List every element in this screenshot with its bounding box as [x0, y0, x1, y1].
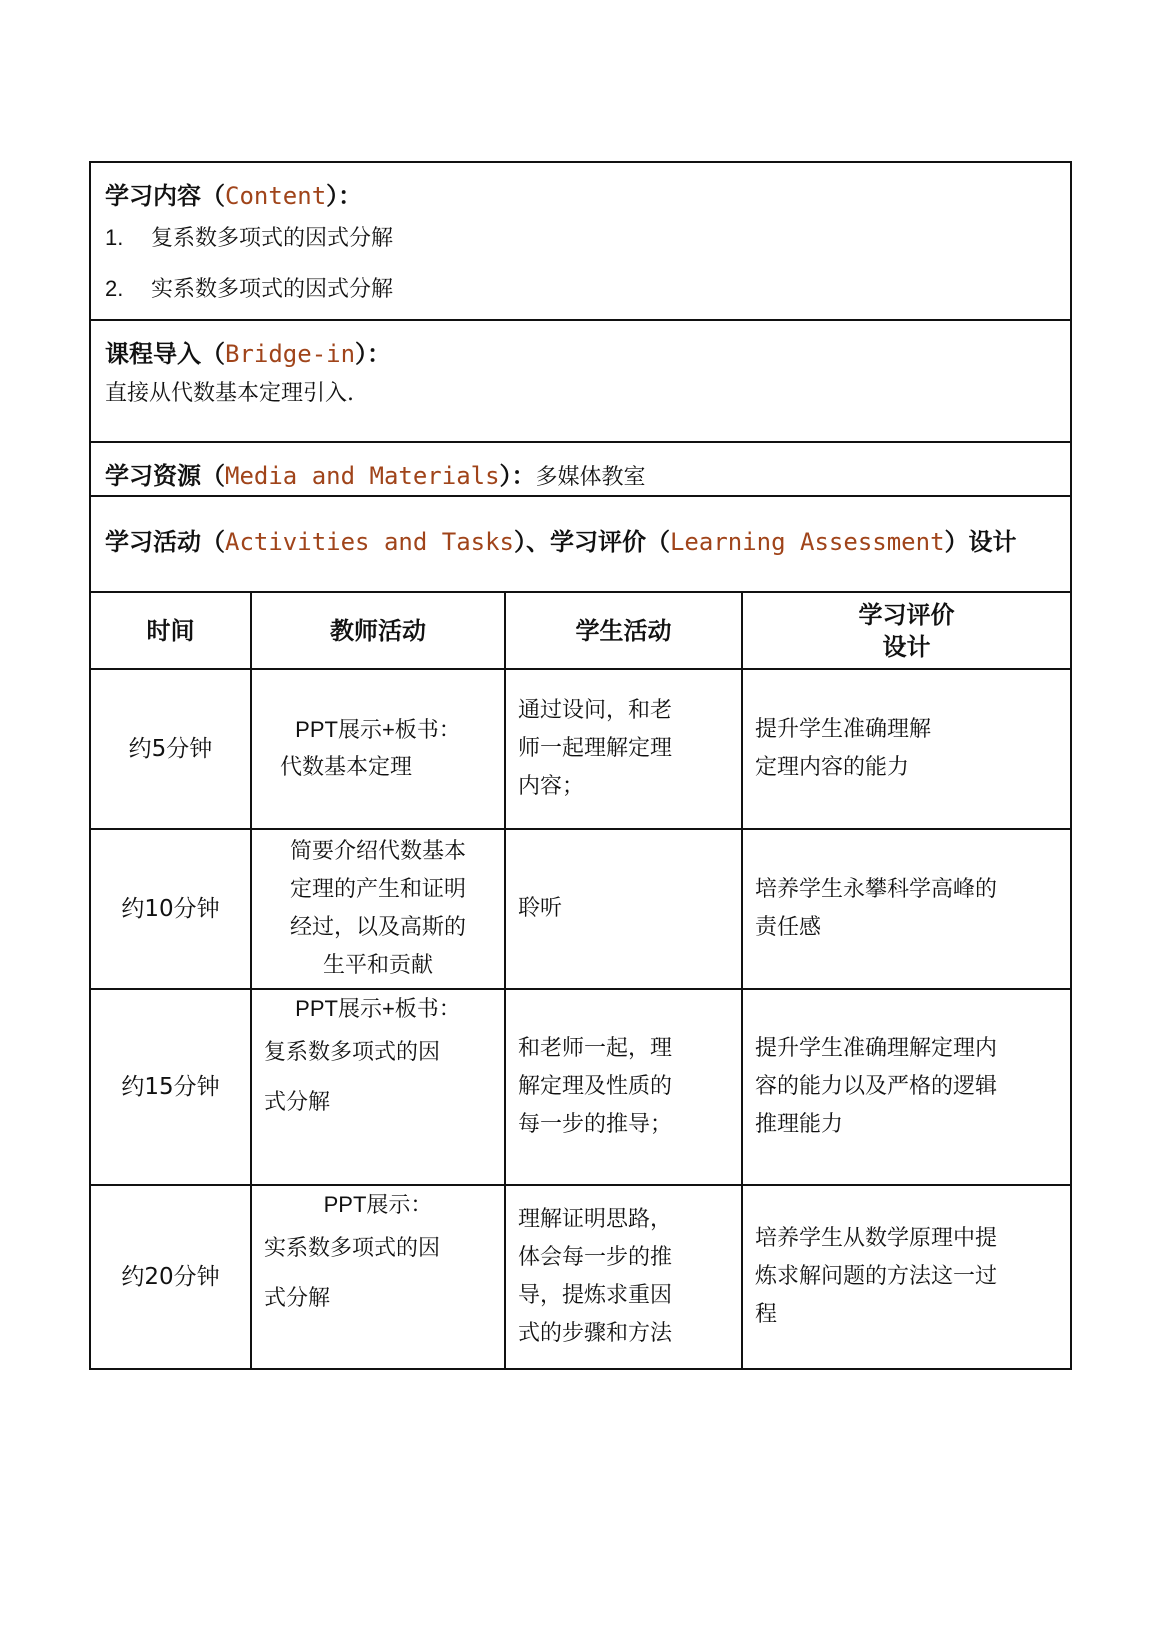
assessment-line: 定理内容的能力 — [755, 755, 910, 780]
table-row — [91, 989, 1070, 1185]
student-line: 通过设问，和老 — [518, 698, 673, 723]
content-heading-cn: 学习内容（ — [105, 182, 225, 210]
assessment-line: 提升学生准确理解 — [755, 717, 932, 742]
teacher-cell — [251, 829, 505, 989]
bridge-in-heading — [105, 339, 1056, 369]
student-cell — [505, 669, 742, 829]
teacher-line: 式分解 — [264, 1090, 331, 1115]
table-header-row — [91, 593, 1070, 669]
bridge-heading-end: ）： — [355, 340, 392, 368]
assessment-line: 提升学生准确理解定理内 — [755, 1036, 998, 1061]
activity-section — [91, 497, 1070, 593]
bridge-heading-en: Bridge-in — [225, 340, 356, 368]
assessment-line: 培养学生永攀科学高峰的 — [755, 877, 998, 902]
table-row — [91, 829, 1070, 989]
teacher-line: PPT展示+板书： — [295, 996, 461, 1021]
assessment-line: 容的能力以及严格的逻辑 — [755, 1074, 998, 1099]
lesson-plan-table — [89, 161, 1072, 1370]
media-value: 多媒体教室 — [535, 465, 646, 490]
table-row — [91, 669, 1070, 829]
media-heading-cn: 学习资源（ — [105, 462, 225, 490]
table-row — [91, 1185, 1070, 1368]
media-heading — [105, 461, 1056, 493]
teacher-line: PPT展示： — [323, 1192, 433, 1217]
media-heading-end: ）： — [499, 462, 536, 490]
content-heading-en: Content — [225, 182, 327, 210]
activity-heading — [105, 527, 1056, 557]
header-teacher: 教师活动 — [251, 593, 505, 669]
activity-heading-part: 学习活动（ — [105, 528, 225, 556]
student-line: 和老师一起，理 — [518, 1036, 673, 1061]
teacher-line: 式分解 — [264, 1286, 331, 1311]
assessment-line: 程 — [755, 1302, 778, 1327]
media-section — [91, 443, 1070, 497]
content-section — [91, 163, 1070, 321]
header-assessment — [742, 593, 1070, 669]
media-heading-en: Media and Materials — [225, 462, 500, 490]
content-item-number: 2. — [105, 276, 124, 301]
student-line: 每一步的推导； — [518, 1112, 673, 1137]
assessment-cell — [742, 989, 1070, 1185]
activity-heading-part: ）设计 — [944, 528, 1017, 556]
teacher-line: 生平和贡献 — [322, 953, 433, 978]
assessment-cell — [742, 669, 1070, 829]
assessment-line: 培养学生从数学原理中提 — [755, 1226, 998, 1251]
assessment-heading-en: Learning Assessment — [669, 528, 945, 556]
assessment-line: 责任感 — [755, 915, 822, 940]
student-line: 内容； — [518, 774, 585, 799]
content-heading-end: ）： — [326, 182, 363, 210]
activity-heading-part: ）、学习评价（ — [513, 528, 670, 556]
student-line: 理解证明思路， — [518, 1207, 673, 1232]
student-cell — [505, 1185, 742, 1368]
activity-heading-en: Activities and Tasks — [225, 528, 514, 556]
time-cell: 约10分钟 — [91, 829, 251, 989]
teacher-line: PPT展示+板书： — [295, 717, 461, 742]
student-line: 师一起理解定理 — [518, 736, 673, 761]
teacher-line: 简要介绍代数基本 — [289, 839, 466, 864]
header-assessment-line: 学习评价 — [858, 600, 955, 629]
teacher-line: 代数基本定理 — [280, 755, 413, 780]
content-item — [105, 225, 1056, 252]
student-line: 解定理及性质的 — [518, 1074, 673, 1099]
student-cell — [505, 989, 742, 1185]
student-line: 聆听 — [518, 896, 563, 921]
teacher-cell — [251, 669, 505, 829]
teacher-cell — [251, 1185, 505, 1368]
student-line: 式的步骤和方法 — [518, 1321, 673, 1346]
content-item — [105, 276, 1056, 303]
content-item-text: 实系数多项式的因式分解 — [151, 277, 394, 302]
header-assessment-line: 设计 — [882, 632, 931, 661]
bridge-heading-cn: 课程导入（ — [105, 340, 225, 368]
teacher-line: 实系数多项式的因 — [264, 1236, 441, 1261]
teacher-cell — [251, 989, 505, 1185]
assessment-line: 推理能力 — [755, 1112, 844, 1137]
assessment-cell — [742, 829, 1070, 989]
time-cell: 约5分钟 — [91, 669, 251, 829]
content-item-number: 1. — [105, 225, 124, 250]
assessment-cell — [742, 1185, 1070, 1368]
student-cell — [505, 829, 742, 989]
bridge-in-text: 直接从代数基本定理引入. — [105, 381, 354, 406]
teacher-line: 定理的产生和证明 — [289, 877, 466, 902]
time-cell: 约15分钟 — [91, 989, 251, 1185]
content-item-text: 复系数多项式的因式分解 — [151, 226, 394, 251]
header-student: 学生活动 — [505, 593, 742, 669]
bridge-in-section — [91, 321, 1070, 443]
header-time: 时间 — [91, 593, 251, 669]
teacher-line: 经过，以及高斯的 — [289, 915, 466, 940]
activity-table — [91, 593, 1070, 1368]
teacher-line: 复系数多项式的因 — [264, 1040, 441, 1065]
assessment-line: 炼求解问题的方法这一过 — [755, 1264, 998, 1289]
student-line: 导，提炼求重因 — [518, 1283, 673, 1308]
student-line: 体会每一步的推 — [518, 1245, 673, 1270]
time-cell: 约20分钟 — [91, 1185, 251, 1368]
content-heading — [105, 181, 1056, 211]
